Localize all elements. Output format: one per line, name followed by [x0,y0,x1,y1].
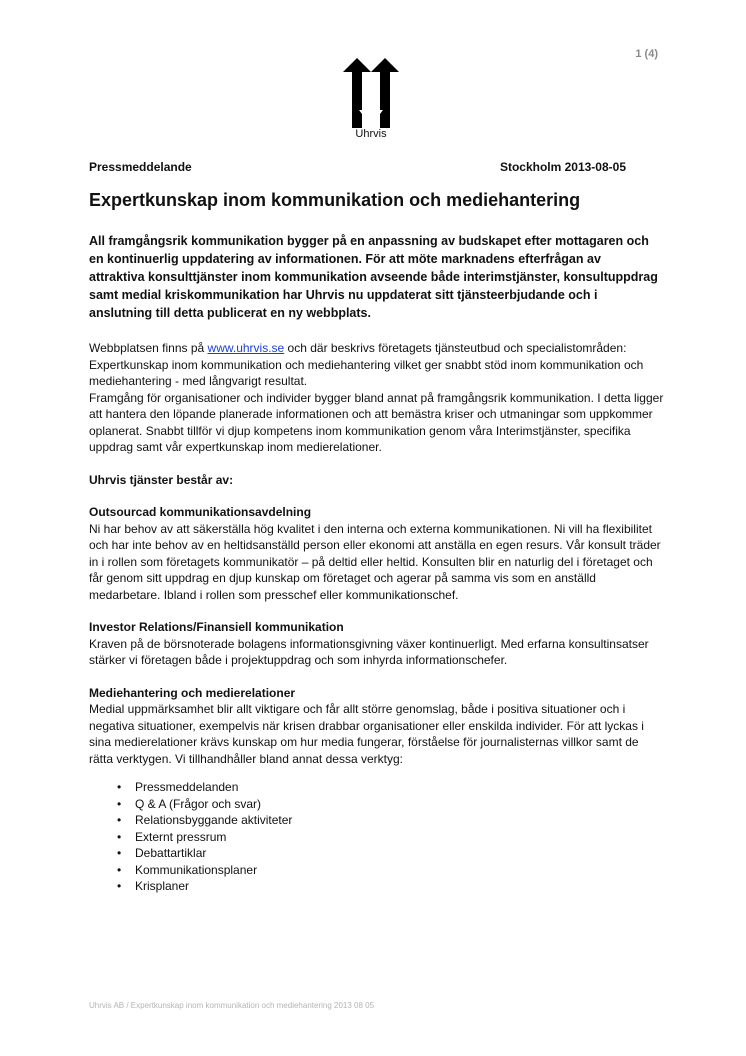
uhrvis-logo [342,58,400,140]
section-heading-media: Mediehantering och medierelationer [89,685,296,700]
arrows-logo-icon [343,58,399,130]
intro-text-before: Webbplatsen finns på [89,341,208,355]
section-heading-outsourcing: Outsourcad kommunikationsavdelning [89,505,312,519]
list-item: • Pressmeddelanden [135,779,664,796]
logo-text: Uhrvis [355,128,387,140]
section-text-media: Medial uppmärksamhet blir allt viktigare och får allt större genomslag, både i positiva situationer och i negativa situationer, exempelvis när krisen drabbar organisationer eller enskilda individer. För att lyckas i sina medierelationer krävs kunskap om hur media fungerar, förståelse för journalisternas villkor samt de rätta verktygen. Vi tillhandhåller bland annat dessa verktyg: [89,702,644,766]
list-item: • Externt pressrum [135,829,664,846]
list-item: • Krisplaner [135,878,664,895]
section-heading-investor-relations: Investor Relations/Finansiell kommunikation [89,620,344,634]
page-footer: Uhrvis AB / Expertkunskap inom kommunikation och mediehantering 2013 08 05 [89,1001,375,1010]
document-header [89,160,626,174]
page-title: Expertkunskap inom kommunikation och mediehantering [89,190,581,210]
website-link[interactable]: www.uhrvis.se [207,341,285,355]
intro-paragraph [89,340,664,390]
lead-paragraph: All framgångsrik kommunikation bygger på en anpassning av budskapet efter mottagaren och en kontinuerlig uppdatering av informationen. För att möte marknadens efterfrågan av attraktiva konsulttjänster inom kommunikation avseende både interimstjänster, konsultuppdrag samt medial kriskommunikation har Uhrvis nu uppdaterat sitt tjänsteerbjudande och i anslutning till detta publicerat en ny webbplats. [89,234,658,320]
tools-list [89,779,664,895]
body-content [89,340,664,895]
section-text-outsourcing: Ni har behov av att säkerställa hög kvalitet i den interna och externa kommunikationen. Ni vill ha flexibilitet och har inte behov av en heltidsanställd person eller ekonomi att anställa en egen resurs. Vår konsult träder in i rollen som företagets kommunikatör – på deltid eller heltid. Konsulten blir en naturlig del i företaget och får genom sitt uppdrag en djup kunskap om företaget och agerar på samma vis som en anställd medarbetare. Ibland i rollen som presschef eller kommunikationschef. [89,521,661,602]
document-type: Pressmeddelande [89,160,192,174]
list-item: • Q & A (Frågor och svar) [135,796,664,813]
intro-text-after: och där beskrivs företagets tjänsteutbud och specialistområden: Expertkunskap inom kommunikation och mediehantering vilket ger snabbt stöd inom kommunikation och mediehantering - med långvarigt resultat. [89,341,644,388]
list-item: • Relationsbyggande aktiviteter [135,812,664,829]
intro-paragraph-2: Framgång för organisationer och individer bygger bland annat på framgångsrik kommunikation. I detta ligger att hantera den löpande planerade informationen och att bemästra kriser och utmaningar som uppkommer oplanerat. Snabbt tillför vi djup kompetens inom kommunikation genom våra Interimstjänster, specifika uppdrag samt vår expertkunskap inom medierelationer. [89,390,664,454]
place-date: Stockholm 2013-08-05 [499,160,626,174]
list-item: • Kommunikationsplaner [135,862,664,879]
section-text-investor-relations: Kraven på de börsnoterade bolagens informationsgivning växer kontinuerligt. Med erfarna konsultinsatser stärker vi företagen både i projektuppdrag och som inhyrda informationschefer. [89,636,649,667]
services-heading: Uhrvis tjänster består av: [89,472,234,487]
list-item: • Debattartiklar [135,845,664,862]
page-number: 1 (4) [635,48,658,60]
